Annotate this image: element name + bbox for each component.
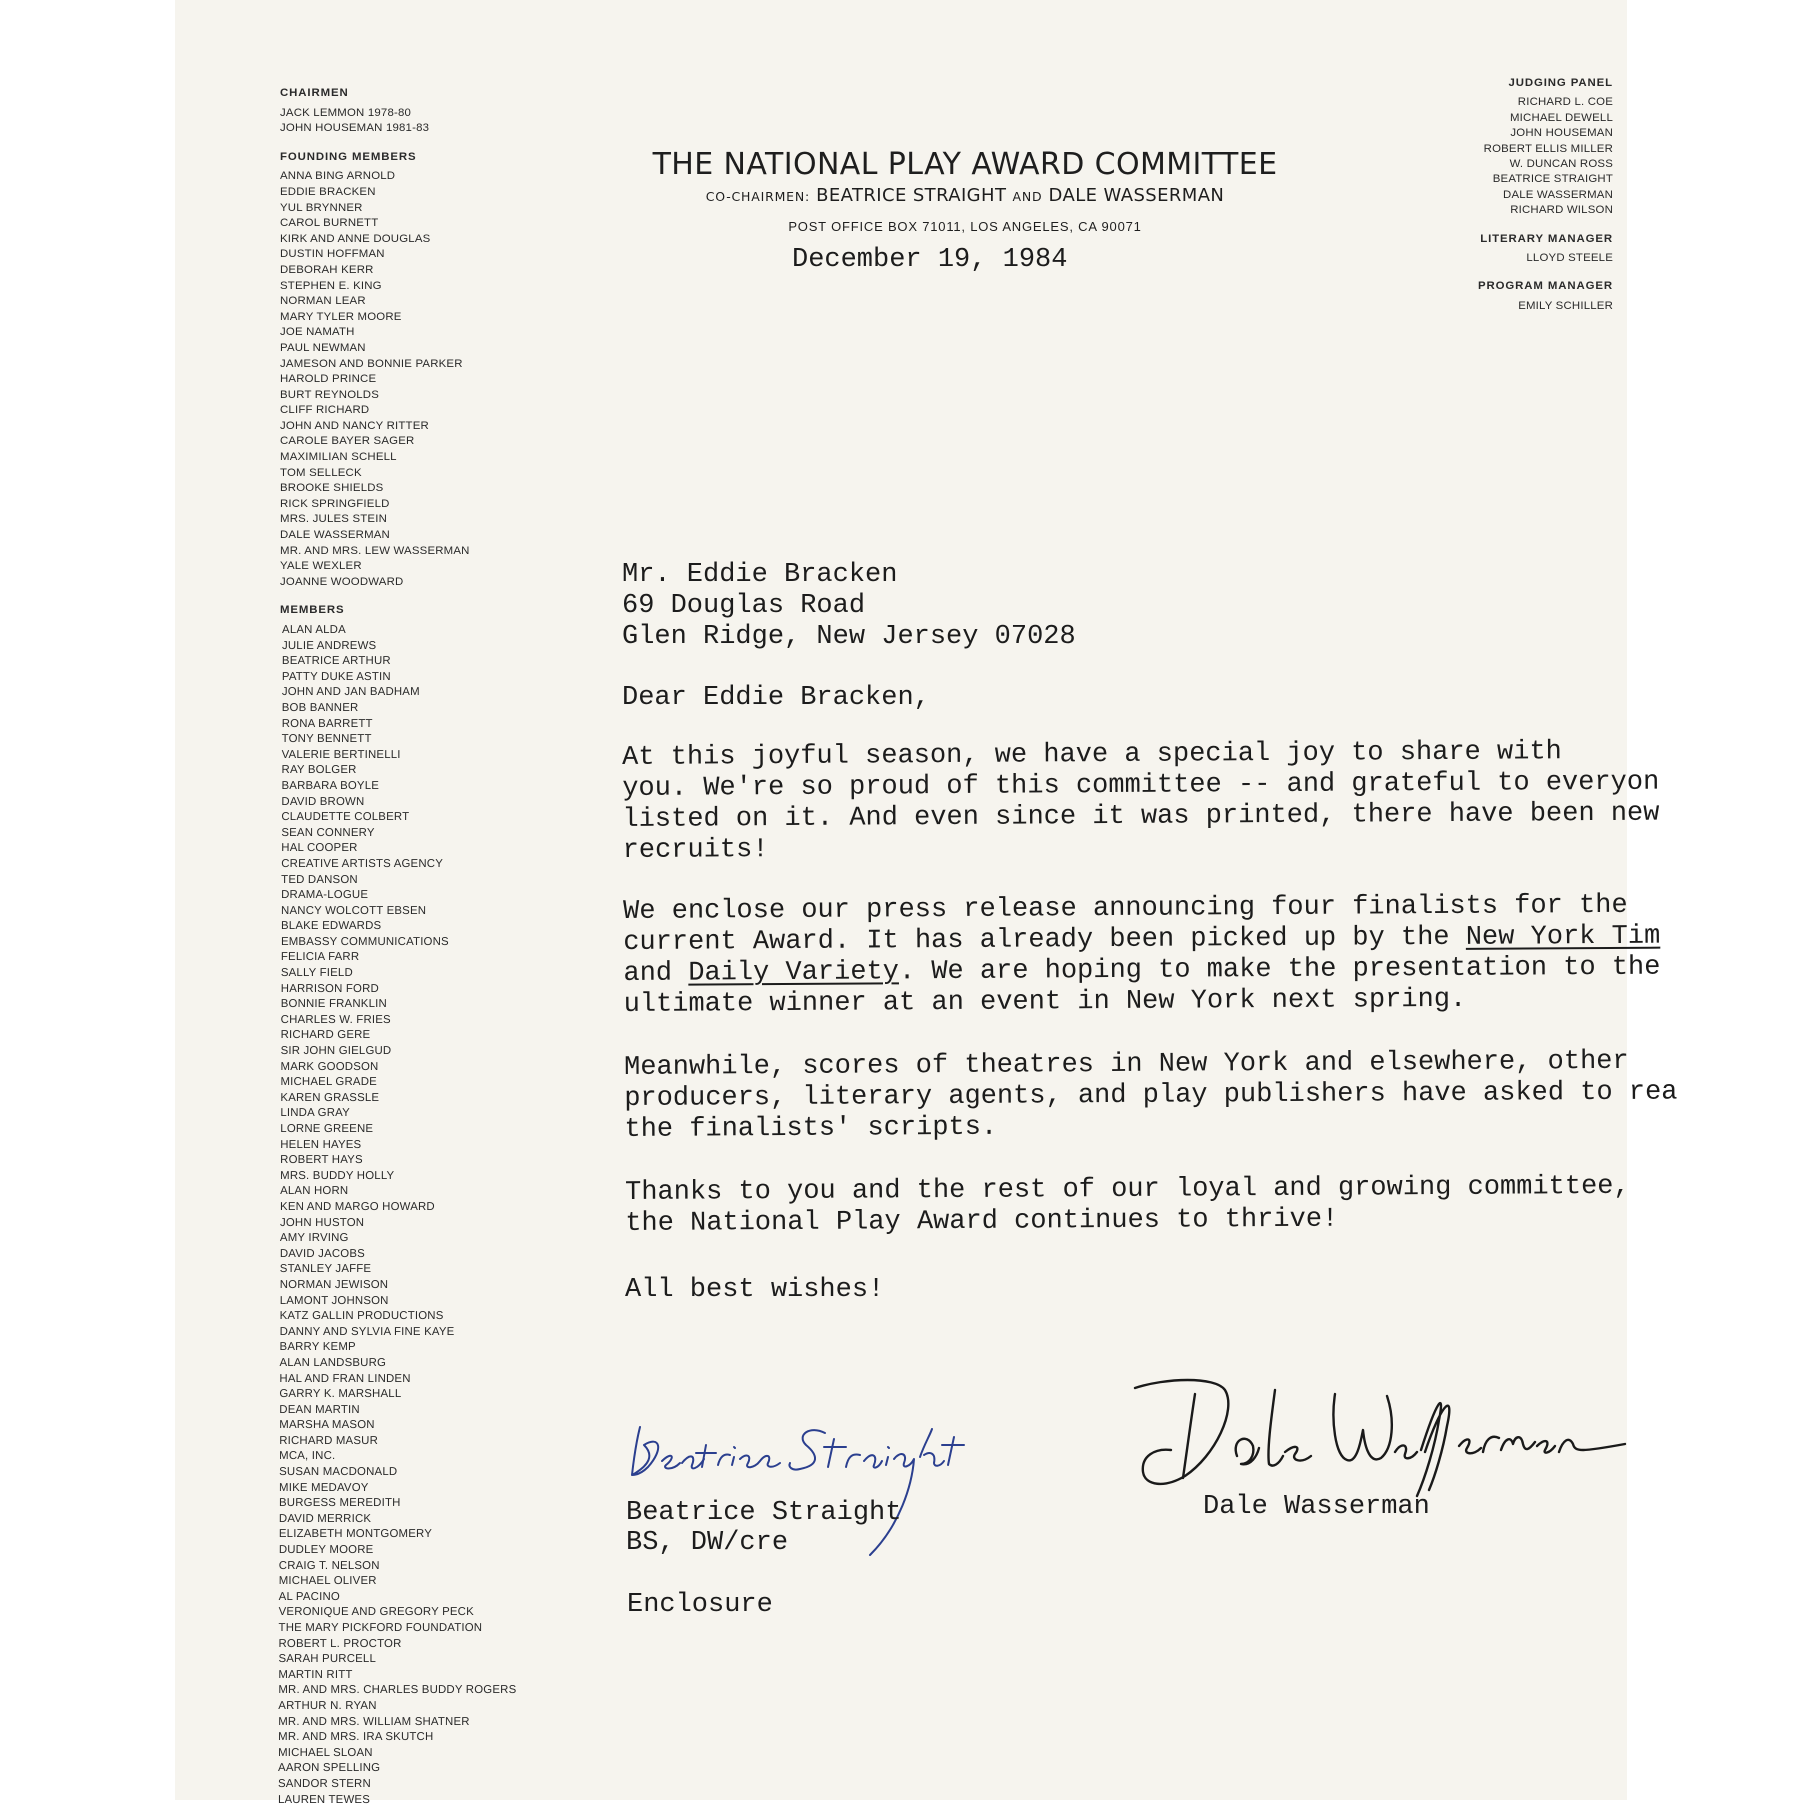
members-list [278,623,642,1808]
member-name: SALLY FIELD [280,967,353,980]
member-name: EMBASSY COMMUNICATIONS [280,935,449,948]
paragraph-3-line: Meanwhile, scores of theatres in New York and elsewhere, other [624,1046,1629,1083]
paragraph-2-line-4: ultimate winner at an event in New York next spring. [623,984,1467,1020]
member-name: MR. AND MRS. WILLIAM SHATNER [278,1715,470,1728]
founding-member-name: BURT REYNOLDS [280,388,380,401]
chairman-name: JOHN HOUSEMAN 1981-83 [280,122,430,135]
member-name: SUSAN MACDONALD [279,1466,398,1479]
judge-name: W. DUNCAN ROSS [1509,158,1613,171]
member-name: SANDOR STERN [277,1777,371,1790]
member-name: VALERIE BERTINELLI [281,748,401,761]
paragraph-1-line: At this joyful season, we have a special joy to share with [622,737,1562,773]
founding-member-name: CLIFF RICHARD [280,404,370,417]
paragraph-3 [624,1047,1678,1146]
letter-page [175,0,1678,1806]
founding-member-name: MRS. JULES STEIN [280,513,388,526]
left-sidebar [277,86,640,1808]
member-name: RICHARD GERE [280,1029,371,1042]
member-name: MARSHA MASON [279,1419,375,1432]
p2-l3-text-a: and [623,958,689,989]
member-name: BONNIE FRANKLIN [280,998,387,1011]
member-name: HARRISON FORD [280,982,379,995]
member-name: TONY BENNETT [281,733,372,746]
member-name: CHARLES W. FRIES [280,1013,391,1026]
paragraph-3-line: the finalists' scripts. [624,1112,998,1145]
founding-members-heading: FOUNDING MEMBERS [280,150,417,163]
judge-name: BEATRICE STRAIGHT [1492,173,1613,186]
member-name: SIR JOHN GIELGUD [280,1045,392,1058]
member-name: THE MARY PICKFORD FOUNDATION [278,1622,483,1634]
member-name: LAUREN TEWES [277,1793,371,1806]
judge-name: DALE WASSERMAN [1503,188,1613,201]
member-name: AARON SPELLING [278,1762,381,1775]
paragraph-4-line: Thanks to you and the rest of our loyal and growing committee, [625,1171,1630,1208]
address-line: Mr. Eddie Bracken [622,560,898,590]
paragraph-2 [623,891,1661,1021]
member-name: RAY BOLGER [281,764,357,777]
founding-member-name: KIRK AND ANNE DOUGLAS [280,232,431,245]
member-name: MCA, INC. [279,1450,336,1463]
chairmen-heading: CHAIRMEN [280,87,349,99]
member-name: VERONIQUE AND GREGORY PECK [278,1606,474,1619]
founding-member-name: TOM SELLECK [280,466,362,479]
members-heading: MEMBERS [280,604,345,617]
founding-member-name: YUL BRYNNER [280,201,363,214]
paragraph-1-line: you. We're so proud of this committee -- and grateful to everyon [622,767,1660,804]
literary-manager-name: LLOYD STEELE [1526,252,1613,265]
member-name: PATTY DUKE ASTIN [281,670,391,683]
founding-member-name: MAXIMILIAN SCHELL [280,451,397,464]
member-name: MICHAEL OLIVER [278,1575,377,1588]
chairman-name: JACK LEMMON 1978-80 [280,106,412,119]
member-name: CRAIG T. NELSON [278,1559,380,1572]
member-name: MICHAEL GRADE [280,1076,377,1089]
member-name: DAVID MERRICK [278,1512,372,1525]
paragraph-4 [625,1172,1630,1240]
founding-member-name: PAUL NEWMAN [280,341,366,354]
member-name: HAL AND FRAN LINDEN [279,1372,411,1385]
member-name: MIKE MEDAVOY [279,1481,369,1494]
program-manager-heading: PROGRAM MANAGER [1478,280,1613,293]
member-name: BLAKE EDWARDS [280,920,382,933]
member-name: LORNE GREENE [280,1123,374,1135]
paragraph-2-line-3 [623,953,1660,990]
member-name: MR. AND MRS. CHARLES BUDDY ROGERS [278,1684,517,1697]
right-sidebar [1353,76,1613,314]
founding-member-name: DUSTIN HOFFMAN [280,248,385,261]
judge-name: MICHAEL DEWELL [1509,111,1613,124]
new-york-times: New York Tim [1465,921,1661,953]
program-manager-name: EMILY SCHILLER [1518,299,1613,312]
paragraph-4-line: the National Play Award continues to thrive! [625,1204,1339,1239]
member-name: MICHAEL SLOAN [278,1746,373,1759]
founding-members-list [280,169,640,590]
p2-l3-text-b: . We are hoping to make the presentation to the [898,952,1661,988]
member-name: AMY IRVING [279,1232,349,1245]
member-name: KAREN GRASSLE [280,1091,380,1104]
member-name: STANLEY JAFFE [279,1263,372,1276]
member-name: DANNY AND SYLVIA FINE KAYE [279,1325,455,1338]
member-name: DAVID BROWN [281,795,365,808]
member-name: HELEN HAYES [280,1138,362,1151]
paragraph-2-line-1: We enclose our press release announcing four finalists for the [623,890,1628,927]
founding-member-name: YALE WEXLER [280,560,362,573]
address-line: 69 Douglas Road [622,591,866,621]
address-line: Glen Ridge, New Jersey 07028 [622,622,1076,652]
signer-2-name: Dale Wasserman [1203,1492,1430,1522]
member-name: NORMAN JEWISON [279,1278,389,1291]
member-name: ELIZABETH MONTGOMERY [278,1528,433,1541]
founding-member-name: JOE NAMATH [280,326,355,339]
p2-l2-text: current Award. It has already been picked up by the [623,922,1466,958]
literary-manager-heading: LITERARY MANAGER [1480,232,1613,245]
member-name: MRS. BUDDY HOLLY [280,1169,395,1182]
member-name: SEAN CONNERY [281,826,375,839]
member-name: FELICIA FARR [280,951,360,964]
member-name: ROBERT HAYS [280,1154,363,1167]
daily-variety: Daily Variety [688,957,900,989]
founding-member-name: JOHN AND NANCY RITTER [280,419,429,432]
letter-date: December 19, 1984 [792,245,1068,275]
member-name: BURGESS MEREDITH [278,1497,401,1510]
member-name: MARK GOODSON [280,1060,379,1073]
paragraph-1-line: listed on it. And even since it was printed, there have been new [622,798,1660,835]
founding-member-name: DEBORAH KERR [280,263,374,276]
founding-member-name: ANNA BING ARNOLD [280,170,396,183]
founding-member-name: NORMAN LEAR [280,295,366,308]
typist-initials: BS, DW/cre [626,1528,789,1558]
chairmen-list [280,106,640,137]
member-name: RONA BARRETT [281,717,373,730]
member-name: ALAN LANDSBURG [279,1356,387,1369]
judge-name: RICHARD WILSON [1510,204,1613,217]
member-name: TED DANSON [281,873,358,886]
co-chairmen-line [615,184,1315,209]
founding-member-name: DALE WASSERMAN [280,529,390,542]
member-name: ROBERT L. PROCTOR [278,1637,402,1650]
co-chair-1: BEATRICE STRAIGHT [816,185,1007,206]
member-name: DEAN MARTIN [279,1403,360,1416]
signer-1-name: Beatrice Straight [626,1498,902,1528]
founding-member-name: BROOKE SHIELDS [280,482,384,495]
committee-address: POST OFFICE BOX 71011, LOS ANGELES, CA 90071 [788,219,1142,234]
member-name: JOHN HUSTON [279,1216,365,1229]
member-name: SARAH PURCELL [278,1653,377,1666]
member-name: AL PACINO [278,1590,341,1603]
committee-title: THE NATIONAL PLAY AWARD COMMITTEE [652,147,1278,182]
member-name: MR. AND MRS. IRA SKUTCH [278,1731,434,1744]
letterhead [615,146,1315,237]
judge-name: RICHARD L. COE [1517,96,1613,109]
recipient-address [622,560,1076,653]
judging-panel-heading: JUDGING PANEL [1508,77,1613,89]
member-name: KEN AND MARGO HOWARD [280,1200,435,1213]
founding-member-name: JOANNE WOODWARD [280,575,404,588]
dale-wasserman-signature [1125,1360,1627,1500]
member-name: LINDA GRAY [280,1107,350,1120]
founding-member-name: RICK SPRINGFIELD [280,497,390,510]
founding-member-name: MR. AND MRS. LEW WASSERMAN [280,544,470,557]
co-chair-and: AND [1012,189,1043,204]
founding-member-name: CAROLE BAYER SAGER [280,435,415,448]
member-name: BARBARA BOYLE [281,779,380,792]
member-name: DUDLEY MOORE [278,1544,374,1557]
member-name: ALAN HORN [280,1185,349,1198]
member-name: HAL COOPER [281,842,358,855]
member-name: DRAMA-LOGUE [281,889,369,902]
co-chair-2: DALE WASSERMAN [1048,185,1225,206]
member-name: RICHARD MASUR [279,1434,379,1447]
founding-member-name: MARY TYLER MOORE [280,310,402,323]
co-chairmen-label: CO-CHAIRMEN: [705,189,811,204]
member-name: JULIE ANDREWS [281,639,377,652]
salutation: Dear Eddie Bracken, [622,683,930,713]
founding-member-name: CAROL BURNETT [280,217,379,230]
paragraph-1-line: recruits! [622,835,769,866]
member-name: CREATIVE ARTISTS AGENCY [281,857,444,870]
paragraph-1 [622,737,1660,867]
member-name: NANCY WOLCOTT EBSEN [281,904,427,917]
judge-name: ROBERT ELLIS MILLER [1483,142,1613,155]
paragraph-3-line: producers, literary agents, and play publishers have asked to rea [624,1077,1678,1114]
member-name: ALAN ALDA [282,624,346,636]
enclosure-note: Enclosure [627,1590,773,1620]
founding-member-name: JAMESON AND BONNIE PARKER [280,357,463,370]
founding-member-name: STEPHEN E. KING [280,279,382,292]
closing: All best wishes! [625,1275,885,1305]
member-name: JOHN AND JAN BADHAM [281,686,420,699]
member-name: GARRY K. MARSHALL [279,1388,402,1401]
member-name: BOB BANNER [281,701,359,714]
member-name: BEATRICE ARTHUR [281,655,391,668]
founding-member-name: EDDIE BRACKEN [280,185,376,198]
judge-name: JOHN HOUSEMAN [1510,127,1613,140]
member-name: BARRY KEMP [279,1341,356,1354]
member-name: CLAUDETTE COLBERT [281,811,410,824]
member-name: ARTHUR N. RYAN [278,1699,377,1712]
founding-member-name: HAROLD PRINCE [280,373,377,386]
judging-panel-list [1353,95,1613,218]
member-name: DAVID JACOBS [279,1247,365,1260]
member-name: LAMONT JOHNSON [279,1294,389,1307]
member-name: KATZ GALLIN PRODUCTIONS [279,1310,444,1323]
member-name: MARTIN RITT [278,1668,353,1681]
